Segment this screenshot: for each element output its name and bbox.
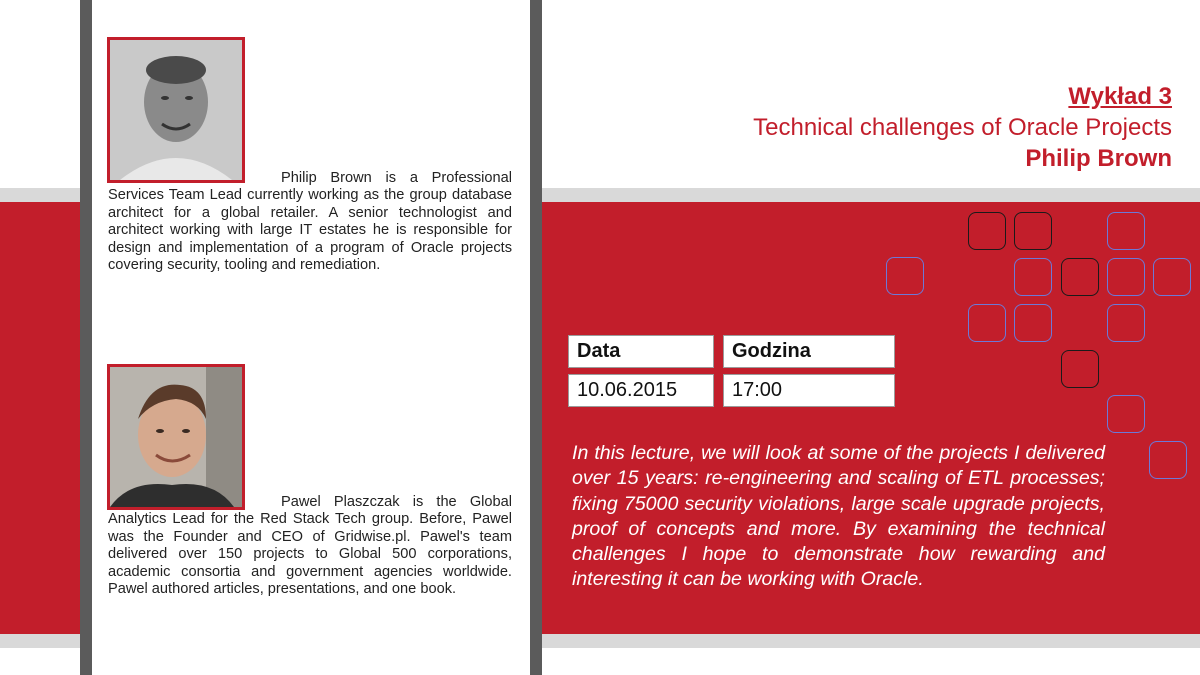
- square-outline: [1153, 258, 1191, 296]
- speaker-1-photo: [107, 37, 245, 183]
- square-outline: [1107, 395, 1145, 433]
- left-divider-bar: [80, 0, 92, 675]
- date-header: Data: [568, 335, 714, 368]
- speaker-2-photo: [107, 364, 245, 510]
- lecture-title: Technical challenges of Oracle Projects: [753, 114, 1172, 141]
- square-outline: [1061, 258, 1099, 296]
- time-value: 17:00: [723, 374, 895, 407]
- square-outline: [886, 257, 924, 295]
- time-header: Godzina: [723, 335, 895, 368]
- speaker-1-bio: Philip Brown is a Professional Services Team Lead currently working as the group database architect for a global retailer. A senior technologist and architect working with large IT estates he is responsible for design and implementation of a program of Oracle projects covering security, tooling and remediation.: [108, 170, 512, 274]
- square-outline: [968, 212, 1006, 250]
- square-outline: [1107, 212, 1145, 250]
- square-outline: [1014, 212, 1052, 250]
- date-value: 10.06.2015: [568, 374, 714, 407]
- portrait-photo-icon: [110, 367, 242, 507]
- square-outline: [1061, 350, 1099, 388]
- square-outline: [1149, 441, 1187, 479]
- square-outline: [1107, 258, 1145, 296]
- lecture-number: Wykład 3: [1068, 83, 1172, 110]
- lecture-description: In this lecture, we will look at some of the projects I delivered over 15 years: re-engineering and scaling of ETL processes; fixing 75000 security violations, large scale upgrade projects, proof of concepts and more. By examining the technical challenges I hope to demonstrate how rewarding and interesting it can be working with Oracle.: [572, 442, 1105, 591]
- portrait-photo-icon: [110, 40, 242, 180]
- lecture-header: [753, 82, 1172, 174]
- right-divider-bar: [530, 0, 542, 675]
- square-outline: [1014, 258, 1052, 296]
- lecture-speaker: Philip Brown: [1025, 145, 1172, 172]
- speaker-2-bio: Pawel Plaszczak is the Global Analytics Lead for the Red Stack Tech group. Before, Pawel was the Founder and CEO of Gridwise.pl. Pawel's team delivered over 150 projects to Global 500 corporations, academic consortia and government agencies worldwide. Pawel authored articles, presentations, and one book.: [108, 494, 512, 598]
- square-outline: [1107, 304, 1145, 342]
- square-outline: [968, 304, 1006, 342]
- square-outline: [1014, 304, 1052, 342]
